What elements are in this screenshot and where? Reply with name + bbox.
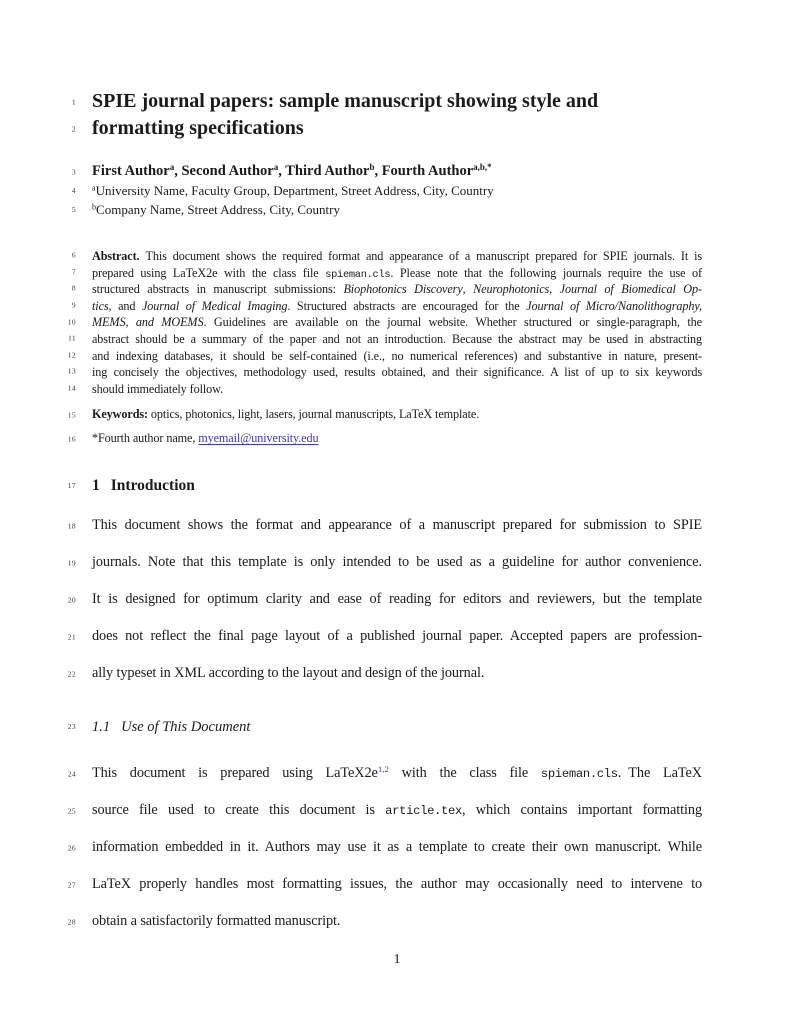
doc-line [67,406,702,423]
margin-line-number: 23 [67,722,76,732]
line-text [92,755,702,793]
line-text [92,364,702,381]
text-segment: University Name, Faculty Group, Department, Street Address, City, Country [95,183,494,198]
text-segment: abstract should be a summary of the paper and not an introduction. Because the abstract may be used in abstracting [92,331,702,346]
doc-line [67,381,702,398]
margin-line-number: 18 [67,521,76,531]
line-text [92,348,702,365]
paper-title [71,88,702,142]
margin-line-number: 19 [67,558,76,568]
line-text [92,314,702,331]
keywords-line [67,406,702,423]
line-text [92,581,702,618]
doc-line [67,364,702,381]
bold-text-segment: Keywords: [92,407,148,422]
section-number: 1.1 [92,719,111,736]
text-segment: , which contains important formatting [462,802,702,819]
doc-line [71,162,702,181]
italic-text-segment: Journal of Medical Imaging [141,298,288,313]
margin-line-number: 1 [71,97,76,106]
margin-line-number: 6 [71,251,76,260]
text-segment: Company Name, Street Address, City, Country [96,201,340,217]
margin-line-number: 2 [71,124,76,133]
document-content [67,0,702,940]
citation-ref-link[interactable]: 1,2 [377,764,389,775]
doc-line [67,507,702,544]
line-text [92,248,702,265]
text-segment: First Author [92,163,170,179]
margin-line-number: 12 [67,350,76,360]
doc-line [67,314,702,331]
text-segment: *Fourth author name, [92,431,199,446]
subsection-heading-use-of-this-document [67,717,702,737]
text-segment: , and [108,298,142,313]
section-number: 1 [92,477,100,495]
doc-line [67,331,702,348]
line-text [92,717,702,737]
text-segment: should immediately follow. [92,381,223,396]
line-text [92,476,702,496]
text-segment: This document is prepared using LaTeX2e [92,765,378,782]
text-segment: . The LaTeX [617,765,702,782]
code-text-segment: article.tex [385,804,462,819]
use-of-document-paragraph [67,755,702,940]
margin-line-number: 25 [67,806,76,816]
doc-line [67,544,702,581]
line-text [92,618,702,655]
text-segment: LaTeX properly handles most formatting issues, the author may occasionally need to intervene to [92,876,702,893]
margin-line-number: 17 [67,481,76,491]
text-segment: , [549,282,560,297]
margin-line-number: 22 [67,669,76,679]
text-segment: ing concisely the objectives, methodology used, results obtained, and their significance. A list of up to six keywords [92,365,702,380]
text-segment: with the class file [388,765,541,782]
doc-line [67,476,702,496]
line-text [92,201,702,220]
superscript-marker: a [92,183,96,193]
code-text-segment: spieman.cls [540,767,618,782]
italic-text-segment: Journal of Micro/Nanolithography, [526,298,702,313]
doc-line [67,829,702,866]
doc-line [67,903,702,940]
line-text [92,115,702,142]
doc-line [67,655,702,692]
section-heading-introduction [67,476,702,496]
doc-line [67,581,702,618]
code-text-segment: spieman.cls [325,268,391,281]
text-segment: . Please note that the following journals require the use of [390,265,702,280]
text-segment: , Third Author [278,163,370,179]
text-segment: prepared using LaTeX2e with the class file [92,265,326,280]
superscript-marker: b [369,162,375,173]
doc-line [71,298,702,315]
italic-text-segment: MEMS, and MOEMS [92,315,204,330]
text-segment: This document shows the required format and appearance of a manuscript prepared for SPIE journals. It is [139,249,702,263]
margin-line-number: 26 [67,843,76,853]
italic-text-segment: tics [92,298,109,313]
abstract [67,248,702,397]
margin-line-number: 10 [67,317,76,327]
margin-line-number: 15 [67,410,76,420]
margin-line-number: 8 [71,284,76,294]
text-segment: Use of This Document [121,719,251,736]
affiliations [71,182,702,219]
line-text [92,903,702,940]
correspondence-line [67,430,702,447]
text-segment: ally typeset in XML according to the layout and design of the journal. [92,665,485,682]
italic-text-segment: Biophotonics Discovery [343,282,463,297]
margin-line-number: 5 [71,204,76,214]
text-segment: obtain a satisfactorily formatted manuscript. [92,913,341,930]
text-segment: does not reflect the final page layout of a published journal paper. Accepted papers are profession- [92,628,702,645]
margin-line-number: 3 [71,167,76,176]
line-text [92,544,702,581]
doc-line [71,182,702,201]
italic-text-segment: Journal of Biomedical Op- [559,282,702,297]
margin-line-number: 16 [67,434,76,444]
line-text [92,88,702,115]
text-segment: Introduction [110,477,195,495]
margin-line-number: 11 [67,333,76,343]
margin-line-number: 28 [67,917,76,927]
line-text [92,406,702,423]
introduction-paragraph [67,507,702,692]
doc-line [67,348,702,365]
line-text [92,866,702,903]
margin-line-number: 14 [67,383,76,393]
margin-line-number: 13 [67,367,76,377]
text-segment: . Structured abstracts are encouraged for the [287,298,527,313]
line-text [92,792,702,830]
doc-line [67,792,702,829]
line-text [92,281,702,298]
text-segment: , Second Author [174,163,274,179]
line-text [92,507,702,544]
text-segment: information embedded in it. Authors may use it as a template to create their own manuscript. While [92,839,702,856]
margin-line-number: 4 [71,186,76,195]
author-line [71,162,702,181]
text-segment: . Guidelines are available on the journal website. Whether structured or single-paragraph, the [203,315,702,330]
line-text [92,655,702,692]
line-text [92,430,702,447]
text-segment: , Fourth Author [374,163,474,179]
superscript-marker: a [273,162,279,173]
margin-line-number: 21 [67,632,76,642]
line-text [92,182,702,201]
text-segment: source file used to create this document is [92,802,386,819]
text-segment: This document shows the format and appearance of a manuscript prepared for submission to SPIE [92,517,702,534]
superscript-marker: a,b,* [473,162,492,173]
margin-line-number: 24 [67,769,76,779]
text-segment: , [462,282,474,297]
line-text [92,829,702,866]
superscript-marker: a [169,162,175,173]
text-segment: It is designed for optimum clarity and ease of reading for editors and reviewers, but the template [92,591,702,608]
doc-line [71,115,702,142]
line-text [92,331,702,348]
text-segment: and indexing databases, it should be self-contained (i.e., no numerical references) and substantive in nature, present- [92,348,702,363]
superscript-marker: b [92,202,97,212]
page-number: 1 [393,952,401,967]
margin-line-number: 7 [71,267,76,277]
bold-text-segment: Abstract. [92,249,140,263]
text-segment: optics, photonics, light, lasers, journal manuscripts, LaTeX template. [147,407,480,422]
margin-line-number: 20 [67,595,76,605]
doc-line [67,717,702,737]
doc-line [67,430,702,447]
line-text [92,381,702,398]
text-segment: SPIE journal papers: sample manuscript showing style and [92,90,599,112]
text-segment: journals. Note that this template is only intended to be used as a guideline for author convenience. [92,554,702,571]
doc-line [71,265,702,282]
doc-line [71,88,702,115]
margin-line-number: 9 [71,300,76,310]
margin-line-number: 27 [67,880,76,890]
doc-line [67,866,702,903]
line-text [92,298,702,315]
doc-line [67,755,702,792]
email-link[interactable]: myemail@university.edu [198,431,319,446]
doc-line [71,281,702,298]
text-segment: formatting specifications [92,117,304,139]
doc-line [71,248,702,265]
line-text [92,162,702,181]
doc-line [67,618,702,655]
italic-text-segment: Neurophotonics [473,282,550,297]
text-segment: structured abstracts in manuscript submissions: [92,282,344,297]
doc-line [71,201,702,220]
